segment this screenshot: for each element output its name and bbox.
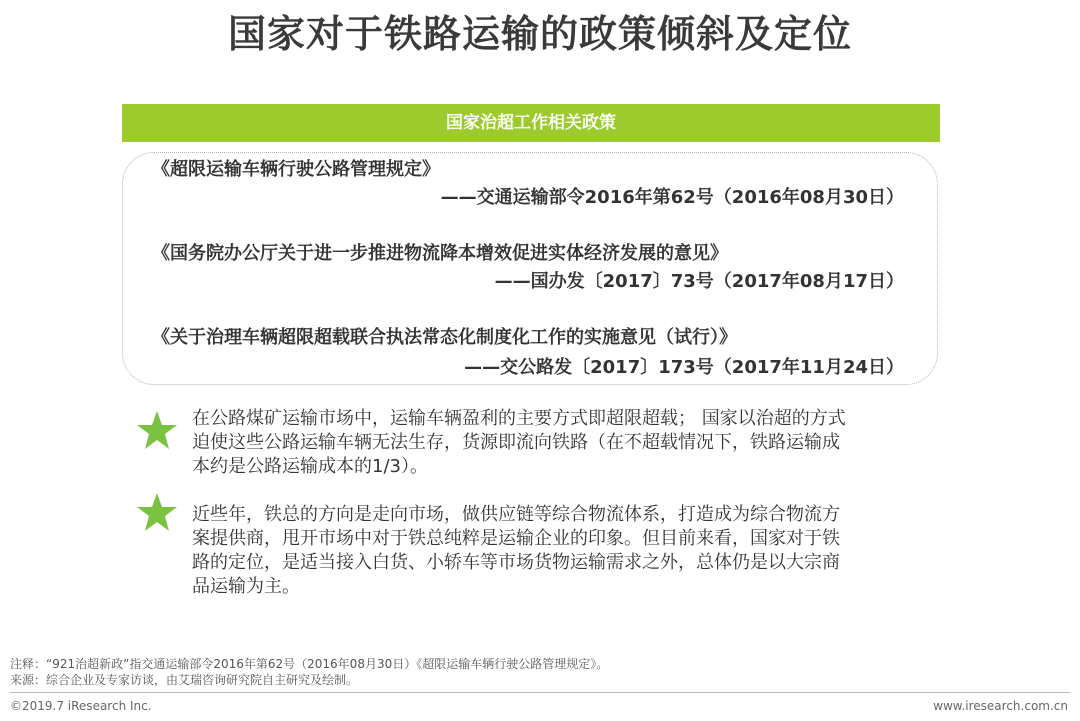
note-text: 注释：“921治超新政”指交通运输部令2016年第62号（2016年08月30日）《超限运输车辆行驶公路管理规定》。: [10, 657, 609, 671]
point-line: 路的定位，是适当接入白货、小轿车等市场货物运输需求之外，总体仍是以大宗商: [192, 552, 840, 573]
point-line: 近些年，铁总的方向是走向市场，做供应链等综合物流体系，打造成为综合物流方: [192, 504, 840, 525]
point-line: 迫使这些公路运输车辆无法生存，货源即流向铁路（在不超载情况下，铁路运输成: [192, 432, 840, 453]
source-text: 来源：综合企业及专家访谈，由艾瑞咨询研究院自主研究及绘制。: [10, 673, 359, 687]
policy-source: ——交通运输部令2016年第62号（2016年08月30日）: [440, 187, 904, 208]
policy-banner: 国家治超工作相关政策: [122, 104, 940, 142]
policy-name: 《关于治理车辆超限超载联合执法常态化制度化工作的实施意见（试行）》: [152, 327, 737, 348]
point-line: 案提供商，甩开市场中对于铁总纯粹是运输企业的印象。但目前来看，国家对于铁: [192, 528, 840, 549]
star-icon: [136, 410, 178, 450]
policy-source: ——国办发〔2017〕73号（2017年08月17日）: [494, 271, 904, 292]
page-title: 国家对于铁路运输的政策倾斜及定位: [227, 12, 852, 56]
point-line: 品运输为主。: [192, 576, 300, 597]
copyright: ©2019.7 iResearch Inc.: [10, 699, 152, 713]
star-icon: [136, 492, 178, 532]
policy-name: 《国务院办公厅关于进一步推进物流降本增效促进实体经济发展的意见》: [152, 243, 728, 264]
point-paragraph: [192, 503, 928, 599]
website-link[interactable]: www.iresearch.com.cn: [933, 699, 1068, 713]
policy-name: 《超限运输车辆行驶公路管理规定》: [152, 159, 440, 180]
point-paragraph: [192, 407, 928, 479]
policy-source: ——交公路发〔2017〕173号（2017年11月24日）: [464, 357, 904, 378]
footer-divider: [10, 692, 1070, 693]
point-line: 在公路煤矿运输市场中，运输车辆盈利的主要方式即超限超载； 国家以治超的方式: [192, 408, 846, 429]
point-line: 本约是公路运输成本的1/3）。: [192, 456, 428, 477]
